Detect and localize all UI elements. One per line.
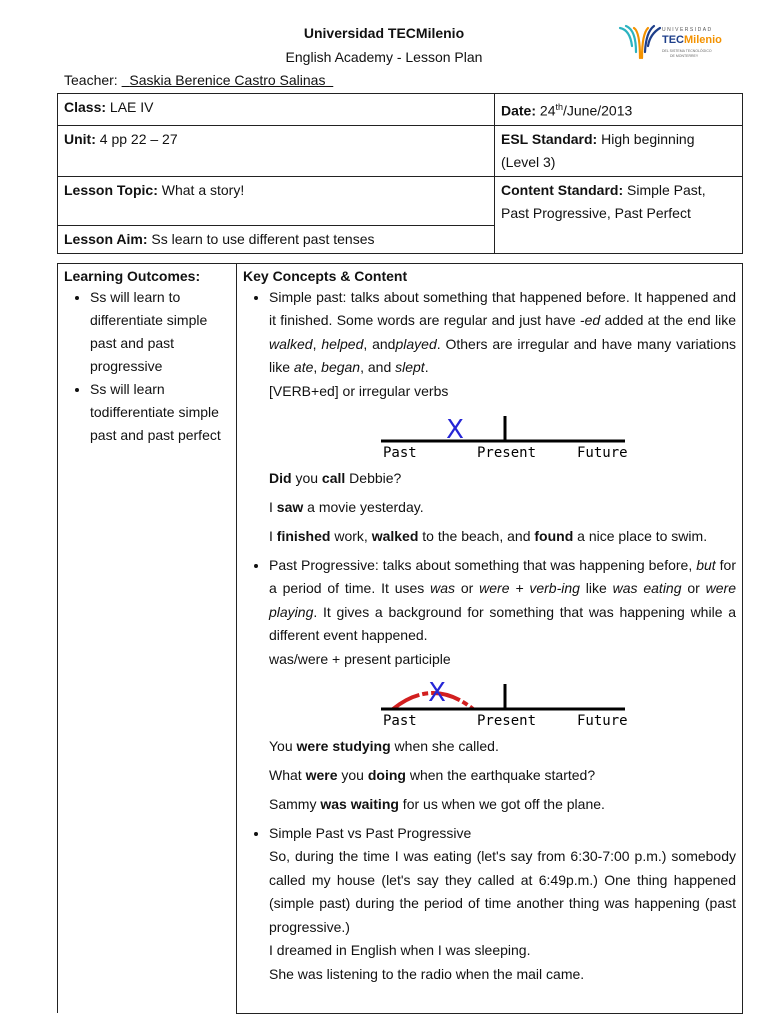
class-cell: Class: LAE IV — [58, 94, 495, 126]
teacher-name: Saskia Berenice Castro Salinas — [129, 72, 326, 88]
university-title: Universidad TECMilenio — [303, 25, 465, 41]
unit-cell: Unit: 4 pp 22 – 27 — [58, 125, 495, 176]
example-2: I saw a movie yesterday. — [269, 499, 424, 516]
key-concepts-heading: Key Concepts & Content — [243, 268, 408, 284]
example-1: Did you call Debbie? — [269, 470, 402, 487]
timeline-future-label: Future — [577, 445, 628, 462]
timeline-past-label: Past — [383, 713, 417, 730]
outcome-item: • Ss will learn to differentiate simple past and past progressive — [90, 286, 230, 378]
lesson-plan-subtitle: English Academy - Lesson Plan — [285, 49, 483, 65]
learning-outcomes-cell — [58, 264, 237, 1014]
comparison-example-2: She was listening to the radio when the mail came. — [269, 965, 585, 982]
lesson-content-table — [57, 263, 743, 1014]
class-info-table — [57, 93, 743, 254]
teacher-label: Teacher: — [64, 72, 118, 88]
past-progressive-timeline — [379, 677, 629, 729]
date-cell: Date: 24th/June/2013 — [495, 94, 743, 126]
lesson-aim-cell: Lesson Aim: Ss learn to use different past tenses — [58, 225, 495, 253]
past-progressive-formula: was/were + present participle — [269, 650, 451, 667]
example-6: Sammy was waiting for us when we got off the plane. — [269, 796, 605, 813]
simple-past-item: • Simple past: talks about something that happened before. It happened and it finished. Some words are regular and just have -ed added at the end like walked, helped, andplayed. Others are irregular and have many variations like ate, began, and slept. [VERB+ed] or irregular verbs — [269, 286, 736, 403]
learning-outcomes-heading: Learning Outcomes: — [64, 268, 201, 284]
event-x-mark: X — [446, 415, 464, 446]
logo-tagline-2: DE MONTERREY — [670, 54, 699, 58]
teacher-line — [64, 72, 333, 88]
event-x-mark: X — [428, 678, 446, 709]
past-progressive-item: • Past Progressive: talks about something that was happening before, but for a period of time. It uses was or were + verb-ing like was eating or were playing. It gives a background for something that was happening while a different event happened. was/were + present participle — [269, 554, 736, 671]
comparison-title: Simple Past vs Past Progressive — [269, 825, 472, 842]
example-5: What were you doing when the earthquake started? — [269, 767, 596, 784]
simple-past-timeline — [379, 409, 629, 461]
simple-vs-progressive-item — [269, 822, 736, 986]
timeline-present-label: Present — [477, 713, 537, 730]
simple-past-formula: [VERB+ed] or irregular verbs — [269, 382, 449, 399]
example-3: I finished work, walked to the beach, and found a nice place to swim. — [269, 528, 708, 545]
tecmilenio-logo — [618, 22, 728, 66]
timeline-past-label: Past — [383, 445, 417, 462]
outcome-item: • Ss will learn todifferentiate simple past and past perfect — [90, 378, 230, 447]
logo-brand: TECMilenio — [662, 34, 722, 46]
comparison-body: So, during the time I was eating (let's say from 6:30-7:00 p.m.) somebody called my house (let's say they called at 6:49p.m.) One thing happened (simple past) during the period of time another thing was happening (past progressive.) — [269, 848, 736, 935]
logo-tagline-1: DEL SISTEMA TECNOLÓGICO — [662, 49, 712, 53]
logo-small-text: UNIVERSIDAD — [662, 27, 713, 33]
comparison-example-1: I dreamed in English when I was sleeping. — [269, 942, 531, 959]
timeline-present-label: Present — [477, 445, 537, 462]
content-standard-cell: Content Standard: Simple Past, Past Progressive, Past Perfect — [495, 176, 743, 253]
esl-standard-cell: ESL Standard: High beginning (Level 3) — [495, 125, 743, 176]
example-4: You were studying when she called. — [269, 738, 499, 755]
key-concepts-cell — [237, 264, 743, 1014]
timeline-future-label: Future — [577, 713, 628, 730]
lesson-topic-cell: Lesson Topic: What a story! — [58, 176, 495, 225]
